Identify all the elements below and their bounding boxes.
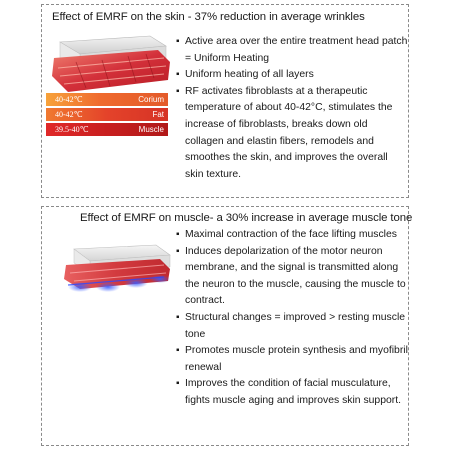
bullet-icon: ▪ xyxy=(176,69,180,81)
list-item: ▪ Promotes muscle protein synthesis and myofibril renewal xyxy=(176,345,408,373)
muscle-bullet-list xyxy=(176,227,408,410)
bullet-icon: ▪ xyxy=(176,85,180,97)
layer-corium xyxy=(46,93,168,106)
muscle-pad-illustration xyxy=(60,241,172,297)
layer-corium-name: Corium xyxy=(138,95,164,104)
skin-bullet-list xyxy=(176,34,408,183)
list-item: ▪ Maximal contraction of the face lifting muscles xyxy=(176,227,408,244)
treatment-pad-image xyxy=(46,32,172,98)
skin-effect-panel xyxy=(41,4,409,198)
bullet-icon: ▪ xyxy=(176,245,180,257)
skin-layers-illustration xyxy=(46,32,172,138)
layer-corium-temp: 40-42℃ xyxy=(55,95,83,104)
bullet-icon: ▪ xyxy=(176,36,180,47)
layer-fat-name: Fat xyxy=(152,110,164,119)
bullet-icon: ▪ xyxy=(176,345,180,357)
list-item: ▪ Structural changes = improved > resting muscle tone xyxy=(176,311,406,340)
layer-muscle xyxy=(46,123,168,136)
bullet-icon: ▪ xyxy=(176,311,180,323)
list-item: ▪ Uniform heating of all layers xyxy=(176,67,408,84)
list-item: ▪ Induces depolarization of the motor neuron membrane, and the signal is transmitted along the neuron to the muscle, causing the muscle to contract. xyxy=(176,245,406,307)
layer-fat-temp: 40-42℃ xyxy=(55,110,83,119)
list-item: ▪ Active area over the entire treatment head patch = Uniform Heating xyxy=(176,36,408,64)
bullet-icon: ▪ xyxy=(176,229,180,240)
list-item: ▪ RF activates fibroblasts at a therapeutic temperature of about 40-42°C, stimulates the increase of fibroblasts, breaks down old collagen and elastin fibers, remodels and smoothes the skin, and improves the overall skin texture. xyxy=(176,85,393,180)
muscle-pad-image xyxy=(60,241,172,297)
layer-fat xyxy=(46,108,168,121)
layer-muscle-temp: 39.5-40℃ xyxy=(55,125,89,134)
bullet-icon: ▪ xyxy=(176,378,180,390)
muscle-effect-panel xyxy=(41,206,413,446)
list-item: ▪ Improves the condition of facial musculature, fights muscle aging and improves skin support. xyxy=(176,378,402,406)
muscle-panel-title: Effect of EMRF on muscle- a 30% increase in average muscle tone xyxy=(80,212,413,224)
layer-muscle-name: Muscle xyxy=(138,125,164,134)
skin-panel-title: Effect of EMRF on the skin - 37% reduction in average wrinkles xyxy=(52,11,365,23)
